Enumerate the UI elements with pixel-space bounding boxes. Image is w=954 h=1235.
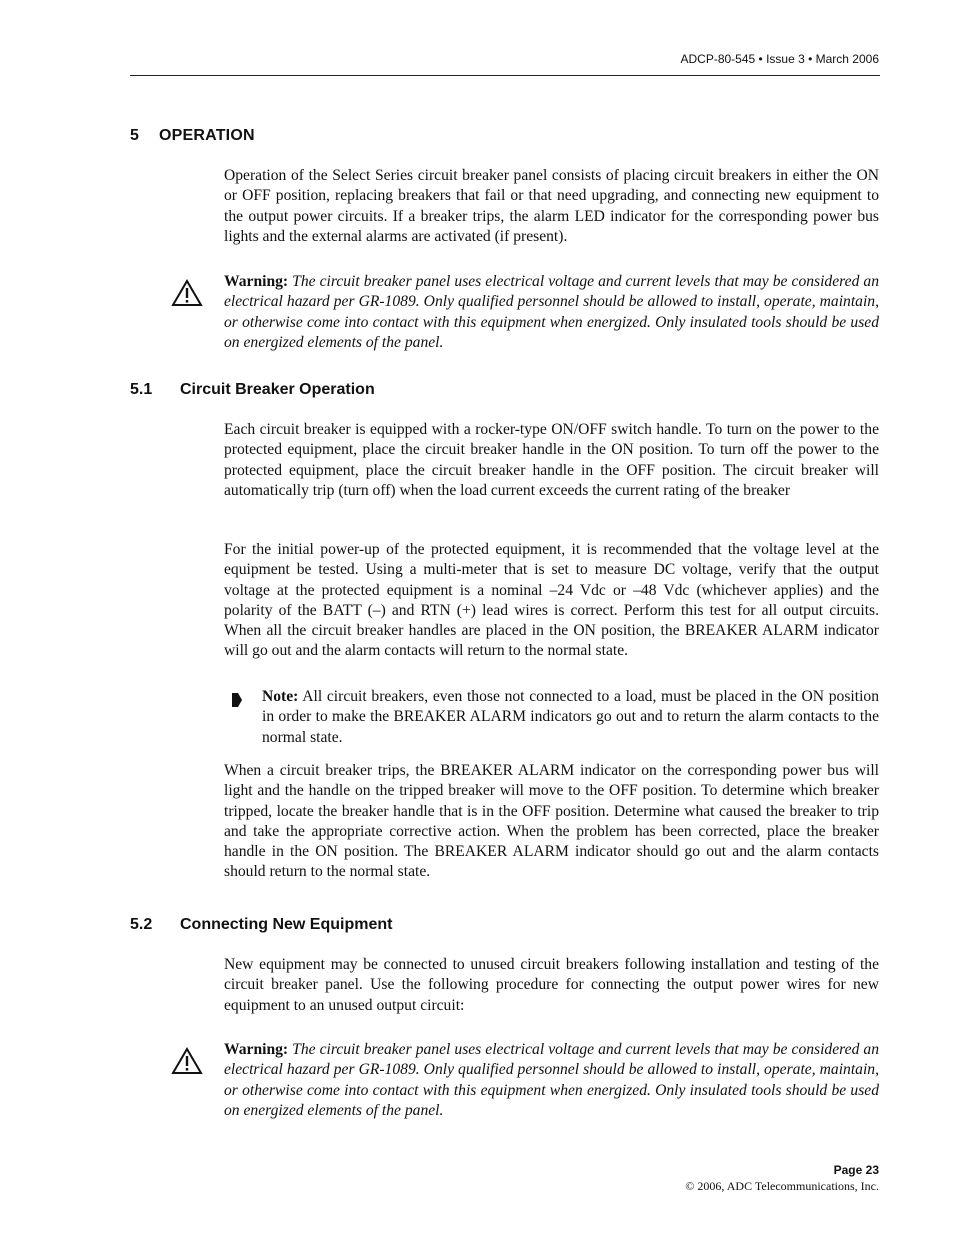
paragraph: When a circuit breaker trips, the BREAKER ALARM indicator on the corresponding power bus will light and the handle on the tripped breaker will move to the OFF position. To determine which breaker tripped, locate the breaker handle that is in the OFF position. Determine what caused the breaker to trip and take the appropriate corrective action. When the problem has been corrected, place the breaker handle in the ON position. The BREAKER ALARM indicator should go out and the alarm contacts should return to the normal state.	[224, 762, 879, 881]
warning-block	[224, 272, 879, 353]
note-label: Note:	[262, 688, 299, 705]
warning-text: The circuit breaker panel uses electrical voltage and current levels that may be considered an electrical hazard per GR-1089. Only qualified personnel should be allowed to install, operate, maintain, or otherwise come into contact with this equipment when energized. Only insulated tools should be used on energized elements of the panel.	[224, 273, 879, 351]
paragraph: Each circuit breaker is equipped with a rocker-type ON/OFF switch handle. To turn on the power to the protected equipment, place the circuit breaker handle in the ON position. To turn off the power to the protected equipment, place the circuit breaker handle in the OFF position. The circuit breaker will automatically trip (turn off) when the load current exceeds the current rating of the breaker	[224, 421, 879, 499]
section-5-2-para-1	[224, 955, 879, 1016]
paragraph: New equipment may be connected to unused circuit breakers following installation and testing of the circuit breaker panel. Use the following procedure for connecting the output power wires for new equipment to an unused output circuit:	[224, 956, 879, 1014]
section-5-1-para-3	[224, 761, 879, 883]
section-5-1-para-2	[224, 540, 879, 662]
page-number: Page 23	[833, 1163, 879, 1177]
section-number: 5.2	[130, 916, 153, 933]
note-text: All circuit breakers, even those not connected to a load, must be placed in the ON position in order to make the BREAKER ALARM indicators go out and to return the alarm contacts to the normal state.	[262, 688, 880, 746]
copyright: © 2006, ADC Telecommunications, Inc.	[685, 1179, 879, 1193]
note-block	[262, 687, 879, 748]
warning-icon	[171, 1047, 203, 1075]
section-title: OPERATION	[159, 127, 255, 144]
warning-label: Warning:	[224, 273, 289, 290]
section-5-heading	[130, 127, 255, 145]
section-number: 5	[130, 127, 140, 144]
warning-label: Warning:	[224, 1041, 289, 1058]
note-pointer-icon	[231, 692, 243, 708]
section-5-1-para-1	[224, 420, 879, 501]
paragraph: For the initial power-up of the protected equipment, it is recommended that the voltage level at the equipment be tested. Using a multi-meter that is set to measure DC voltage, verify that the output voltage at the protected equipment is a nominal –24 Vdc or –48 Vdc (whichever applies) and the polarity of the BATT (–) and RTN (+) lead wires is correct. Perform this test for all output circuits. When all the circuit breaker handles are placed in the ON position, the BREAKER ALARM indicator will go out and the alarm contacts will return to the normal state.	[224, 541, 879, 660]
document-id: ADCP-80-545 • Issue 3 • March 2006	[680, 52, 879, 66]
warning-text: The circuit breaker panel uses electrical voltage and current levels that may be considered an electrical hazard per GR-1089. Only qualified personnel should be allowed to install, operate, maintain, or otherwise come into contact with this equipment when energized. Only insulated tools should be used on energized elements of the panel.	[224, 1041, 879, 1119]
header-divider	[130, 75, 880, 76]
section-title: Connecting New Equipment	[180, 916, 393, 933]
section-5-intro	[224, 166, 879, 247]
section-5-2-heading	[130, 916, 392, 934]
section-number: 5.1	[130, 381, 153, 398]
warning-block	[224, 1040, 879, 1121]
section-5-1-heading	[130, 381, 375, 399]
paragraph: Operation of the Select Series circuit breaker panel consists of placing circuit breakers in either the ON or OFF position, replacing breakers that fail or that need upgrading, and connecting new equipment to the output power circuits. If a breaker trips, the alarm LED indicator for the corresponding power bus lights and the external alarms are activated (if present).	[224, 167, 879, 245]
section-title: Circuit Breaker Operation	[180, 381, 375, 398]
warning-icon	[171, 279, 203, 307]
